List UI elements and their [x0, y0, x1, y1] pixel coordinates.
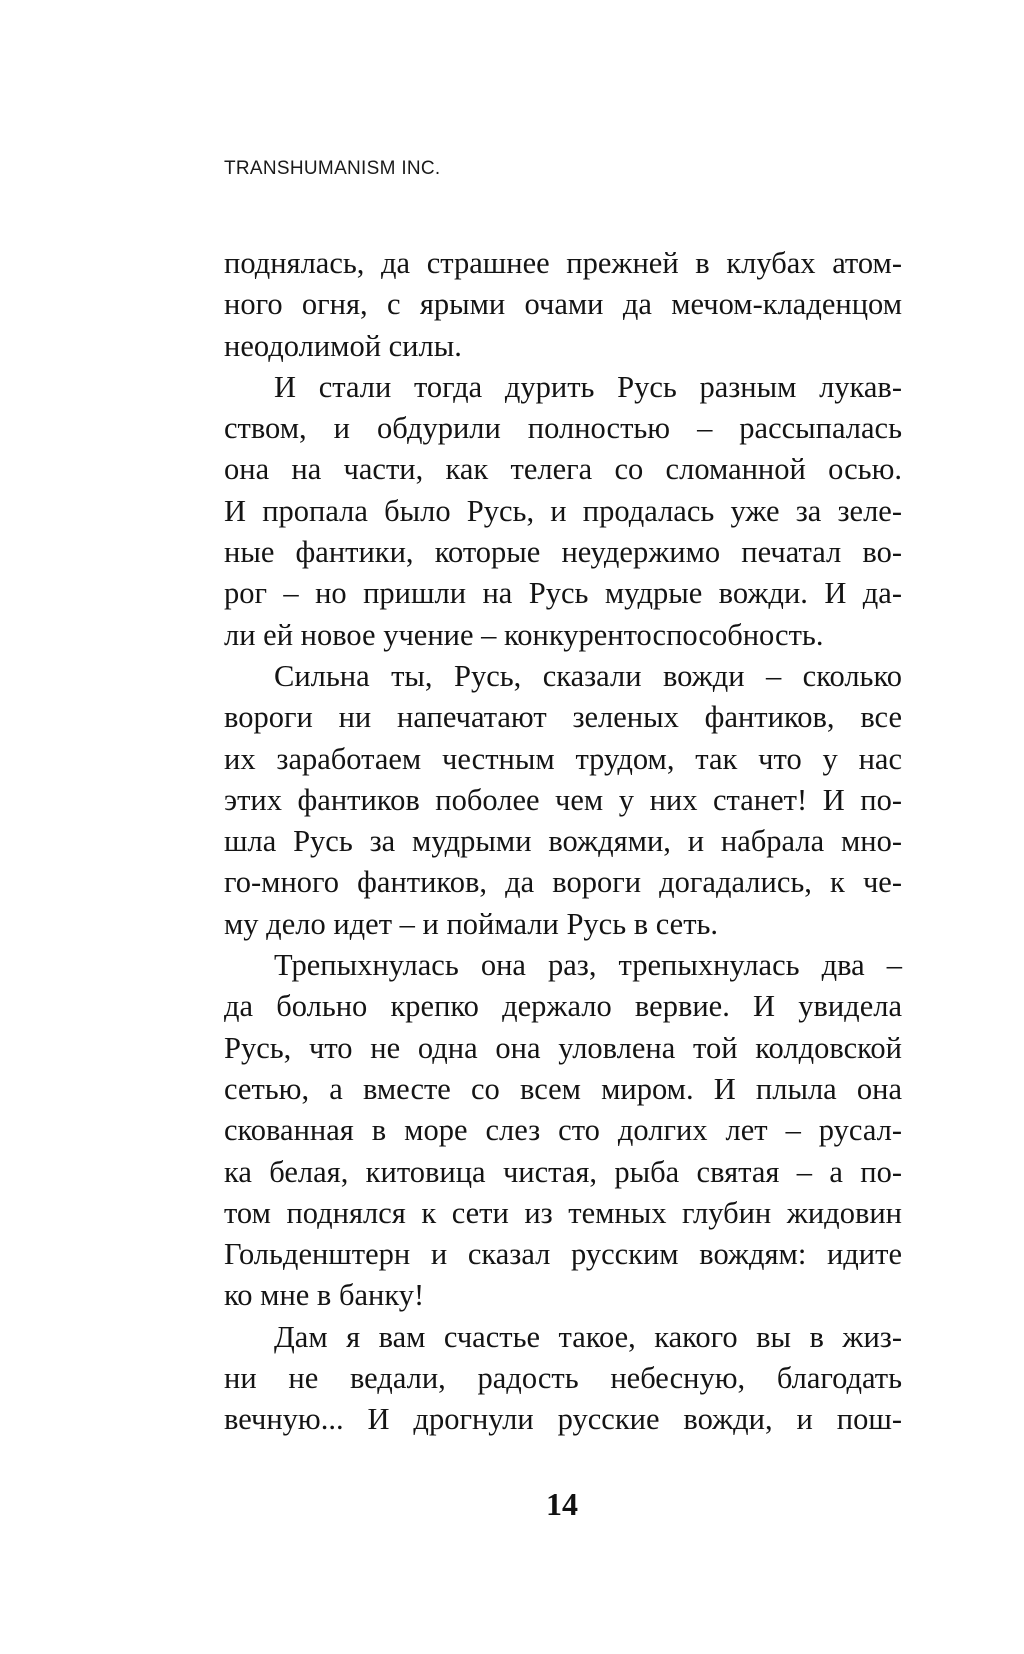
body-text: [224, 243, 902, 1441]
text-line: И стали тогда дурить Русь разным лукав-: [274, 369, 902, 404]
text-line: му дело идет – и поймали Русь в сеть.: [224, 906, 719, 941]
text-line: ни не ведали, радость небесную, благодать: [224, 1361, 902, 1396]
text-line: том поднялся к сети из темных глубин жидовин: [224, 1195, 902, 1230]
paragraph: [224, 367, 902, 656]
running-head: TRANSHUMANISM INC.: [224, 158, 441, 179]
text-line: го-много фантиков, да вороги догадались, к че-: [224, 865, 902, 900]
text-line: И пропала было Русь, и продалась уже за зеле-: [224, 493, 902, 528]
text-line: этих фантиков поболее чем у них станет! И по-: [224, 782, 902, 817]
text-line: шла Русь за мудрыми вождями, и набрала мно-: [224, 824, 902, 859]
paragraph: [224, 656, 902, 945]
text-line: Русь, что не одна она уловлена той колдовской: [224, 1030, 902, 1065]
text-line: вечную... И дрогнули русские вожди, и пош-: [224, 1402, 902, 1437]
text-line: их заработаем честным трудом, так что у нас: [224, 741, 902, 776]
text-line: она на части, как телега со сломанной осью.: [224, 452, 902, 487]
text-line: Сильна ты, Русь, сказали вожди – сколько: [274, 658, 902, 693]
text-line: скованная в море слез сто долгих лет – русал-: [224, 1113, 902, 1148]
text-line: сетью, а вместе со всем миром. И плыла она: [224, 1071, 902, 1106]
text-line: Гольденштерн и сказал русским вождям: идите: [224, 1237, 902, 1272]
text-line: ного огня, с ярыми очами да мечом-кладенцом: [224, 287, 902, 322]
text-line: Трепыхнулась она раз, трепыхнулась два –: [274, 948, 902, 983]
paragraph: [224, 1317, 902, 1441]
text-line: рог – но пришли на Русь мудрые вожди. И да-: [224, 576, 902, 611]
text-line: ко мне в банку!: [224, 1278, 425, 1313]
text-line: ка белая, китовица чистая, рыба святая – а по-: [224, 1154, 902, 1189]
text-line: ные фантики, которые неудержимо печатал во-: [224, 535, 902, 570]
text-line: да больно крепко держало вервие. И увидела: [224, 989, 902, 1024]
page-number: 14: [546, 1486, 578, 1522]
text-line: ством, и обдурили полностью – рассыпалась: [224, 411, 902, 446]
text-line: ли ей новое учение – конкурентоспособность.: [224, 617, 824, 652]
text-line: поднялась, да страшнее прежней в клубах атом-: [224, 246, 902, 280]
paragraph: [224, 243, 902, 367]
text-line: Дам я вам счастье такое, какого вы в жиз-: [274, 1319, 902, 1354]
text-line: неодолимой силы.: [224, 328, 462, 363]
paragraph: [224, 945, 902, 1317]
text-line: вороги ни напечатают зеленых фантиков, все: [224, 700, 902, 735]
